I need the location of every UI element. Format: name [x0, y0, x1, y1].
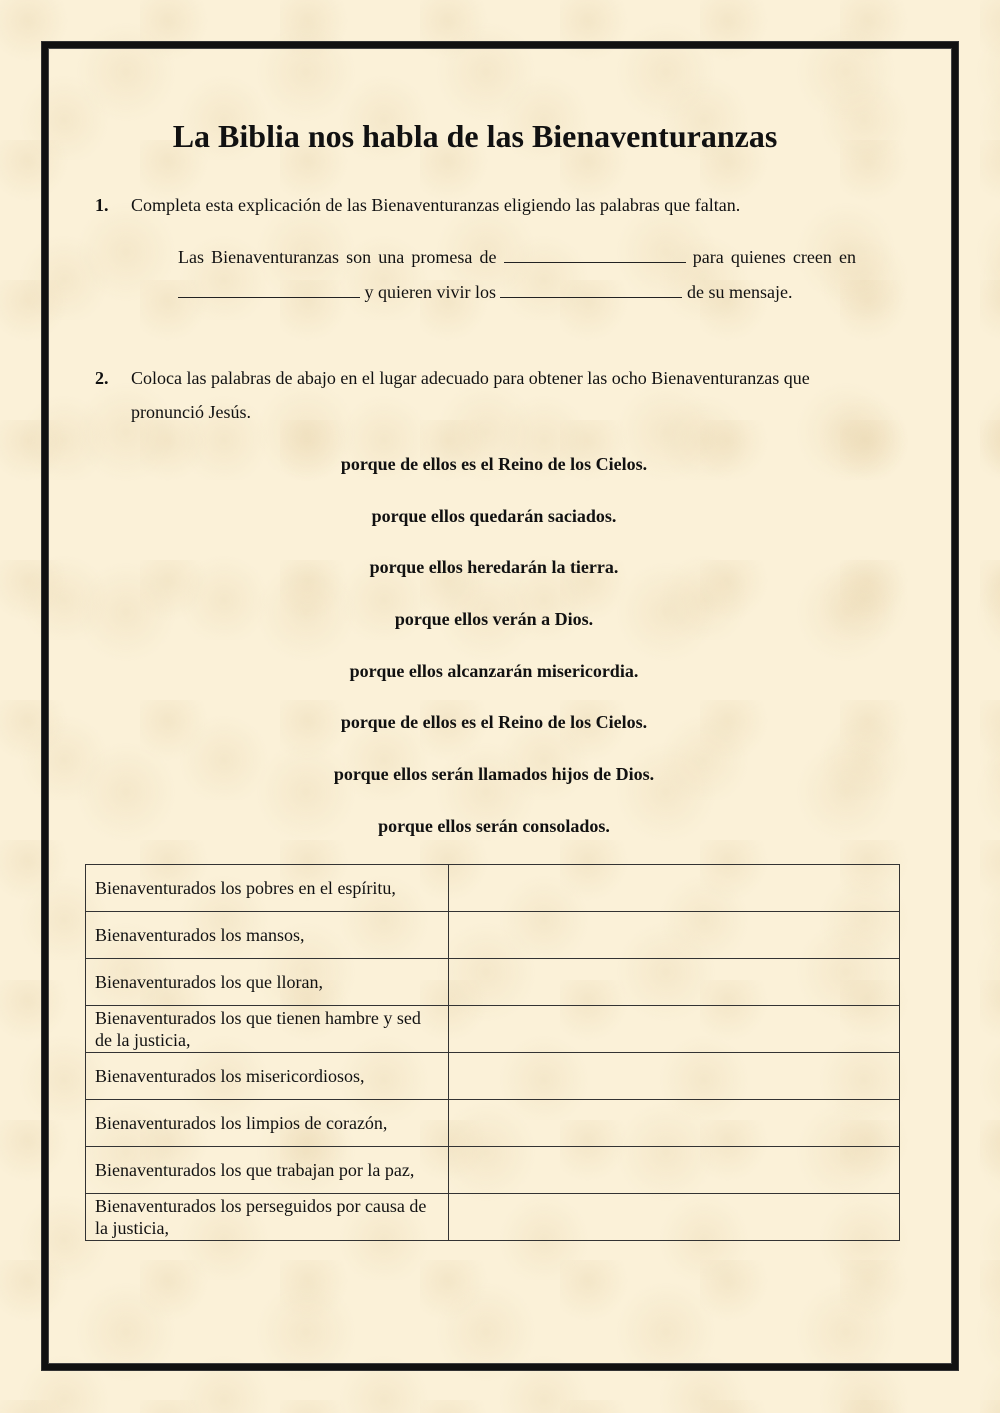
- paragraph-part-2: para quienes creen en: [692, 247, 856, 267]
- answer-cell[interactable]: [449, 1147, 900, 1194]
- beatitude-cell: Bienaventurados los pobres en el espíritu,: [86, 865, 449, 912]
- blank-3[interactable]: [500, 283, 682, 298]
- phrase-item[interactable]: porque ellos alcanzarán misericordia.: [349, 660, 639, 681]
- answer-cell[interactable]: [449, 912, 900, 959]
- question-2-text: Coloca las palabras de abajo en el lugar adecuado para obtener las ocho Bienaventuranzas que pronunció Jesús.: [131, 368, 810, 422]
- phrase-item[interactable]: porque de ellos es el Reino de los Cielos.: [340, 454, 648, 474]
- question-1-text: Completa esta explicación de las Bienaventuranzas eligiendo las palabras que faltan.: [131, 195, 741, 215]
- beatitudes-table: [85, 864, 900, 1241]
- question-1: [95, 188, 860, 222]
- beatitude-cell: Bienaventurados los perseguidos por causa de la justicia,: [86, 1194, 449, 1241]
- phrase-item[interactable]: porque de ellos es el Reino de los Cielos.: [340, 712, 648, 733]
- table-row: [86, 1147, 900, 1194]
- answer-cell[interactable]: [449, 1100, 900, 1147]
- beatitude-cell: Bienaventurados los misericordiosos,: [86, 1053, 449, 1100]
- table-row: [86, 865, 900, 912]
- blank-2[interactable]: [178, 283, 360, 298]
- question-2-number: 2.: [95, 368, 109, 388]
- beatitude-cell: Bienaventurados los que trabajan por la paz,: [86, 1147, 449, 1194]
- blank-1[interactable]: [504, 248, 686, 263]
- paragraph-part-1: Las Bienaventuranzas son una promesa de: [178, 247, 497, 267]
- answer-cell[interactable]: [449, 1194, 900, 1241]
- phrase-bank: [0, 446, 988, 860]
- answer-cell[interactable]: [449, 865, 900, 912]
- question-2: [95, 361, 860, 429]
- phrase-item[interactable]: porque ellos quedarán saciados.: [371, 505, 617, 526]
- question-1-number: 1.: [95, 195, 109, 215]
- table-row: [86, 1100, 900, 1147]
- beatitude-cell: Bienaventurados los limpios de corazón,: [86, 1100, 449, 1147]
- phrase-item[interactable]: porque ellos heredarán la tierra.: [369, 557, 619, 578]
- table-row: [86, 1194, 900, 1241]
- beatitude-cell: Bienaventurados los que tienen hambre y sed de la justicia,: [86, 1006, 449, 1053]
- phrase-item[interactable]: porque ellos serán consolados.: [378, 815, 610, 836]
- answer-cell[interactable]: [449, 959, 900, 1006]
- paragraph-part-4: de su mensaje.: [686, 282, 793, 302]
- phrase-item[interactable]: porque ellos serán llamados hijos de Dios.: [333, 764, 655, 785]
- answer-cell[interactable]: [449, 1006, 900, 1053]
- table-row: [86, 959, 900, 1006]
- fill-in-paragraph: [178, 240, 856, 310]
- paragraph-part-3: y quieren vivir los: [364, 282, 496, 302]
- answer-cell[interactable]: [449, 1053, 900, 1100]
- phrase-item[interactable]: porque ellos verán a Dios.: [394, 609, 594, 630]
- beatitude-cell: Bienaventurados los mansos,: [86, 912, 449, 959]
- table-row: [86, 1053, 900, 1100]
- beatitude-cell: Bienaventurados los que lloran,: [86, 959, 449, 1006]
- table-row: [86, 912, 900, 959]
- page-title: La Biblia nos habla de las Bienaventuranzas: [172, 118, 778, 154]
- table-row: [86, 1006, 900, 1053]
